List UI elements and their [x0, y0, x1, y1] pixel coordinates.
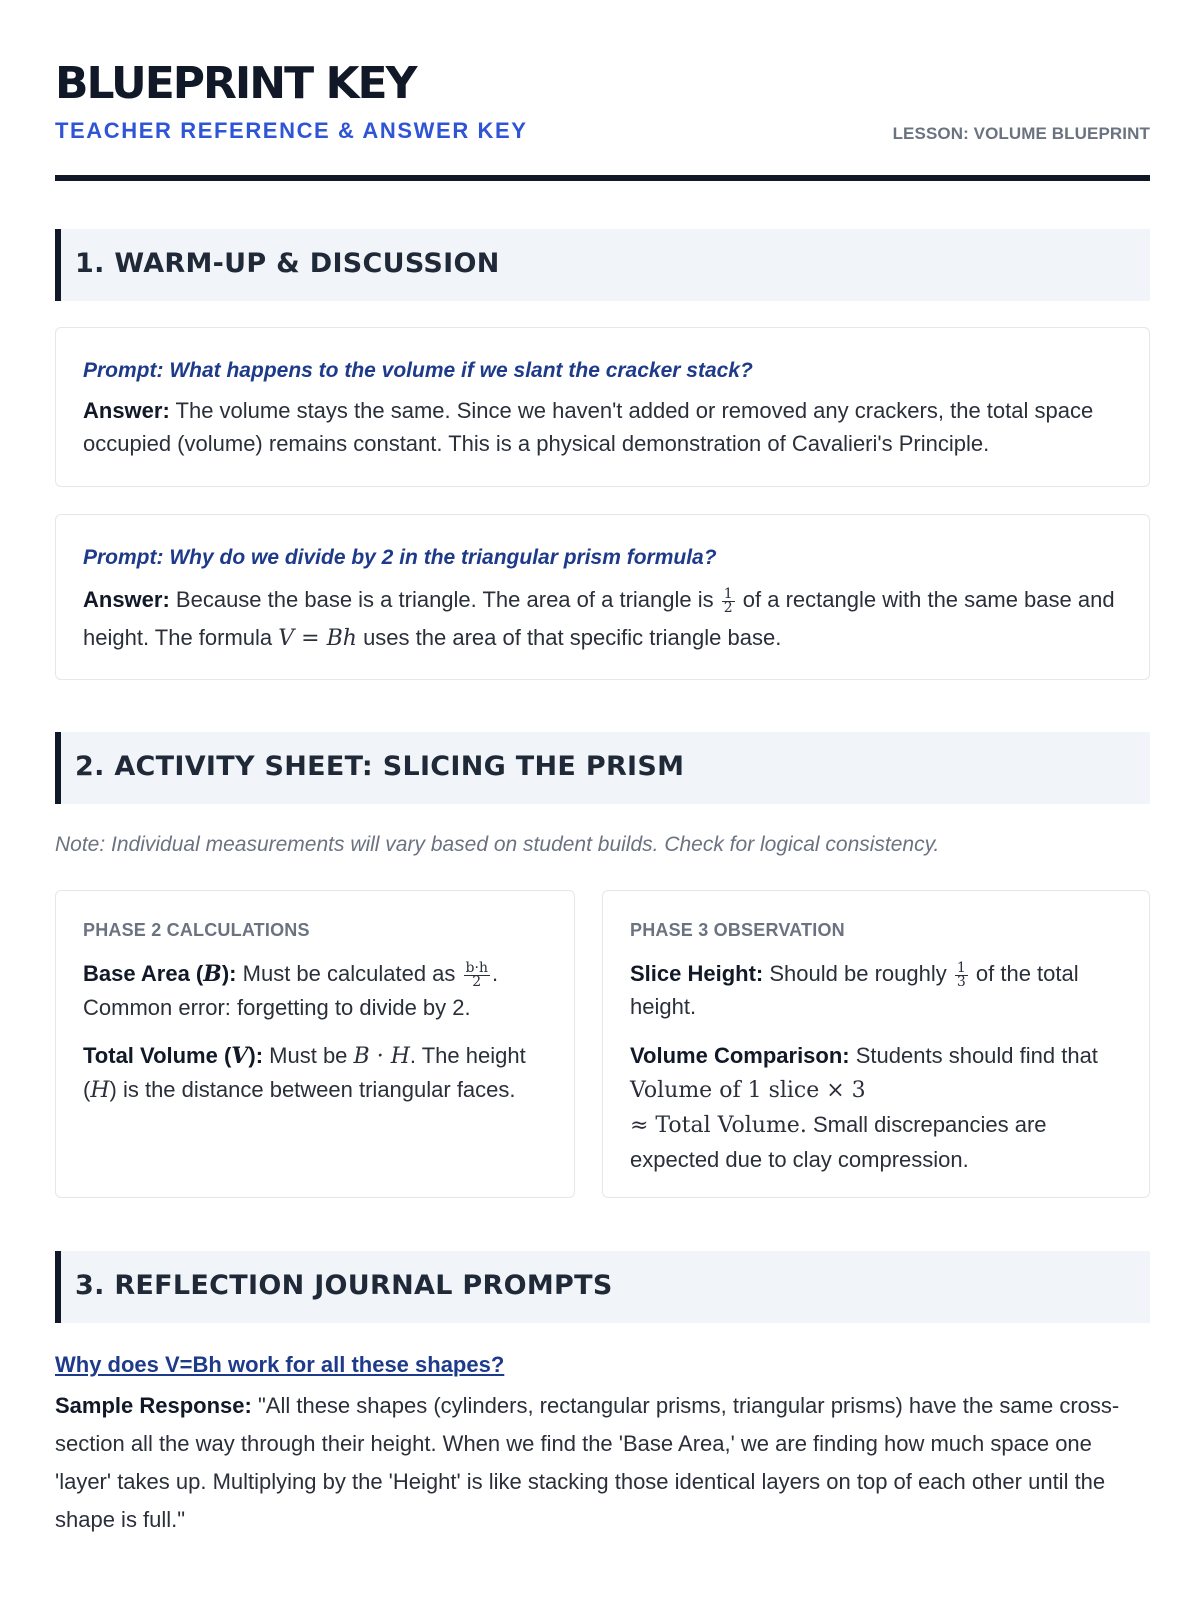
fraction-numerator: 1: [723, 585, 733, 602]
fraction-denominator: 2: [723, 599, 733, 616]
volume-comparison-body: Students should find that: [855, 1043, 1098, 1068]
page-subtitle: TEACHER REFERENCE & ANSWER KEY: [55, 118, 528, 143]
fraction-numerator: b·h: [465, 959, 488, 976]
section-2-title: 2. ACTIVITY SHEET: SLICING THE PRISM: [75, 751, 685, 782]
total-volume-formula: ≈ Total Volume.: [630, 1113, 807, 1138]
slice-height-label: Slice Height:: [630, 961, 764, 986]
phase-3-label: PHASE 3 OBSERVATION: [630, 920, 845, 940]
fraction-numerator: 1: [956, 959, 966, 976]
header-divider: [55, 175, 1150, 181]
answer-text: [83, 394, 1123, 460]
discussion-card-1: [55, 327, 1150, 487]
answer-text: [83, 581, 1123, 658]
phase-3-card: [602, 890, 1150, 1198]
base-area-body: Must be calculated as: [242, 961, 456, 986]
answer-body: Because the base is a triangle. The area of a triangle is: [175, 587, 714, 612]
phase-2-card: [55, 890, 575, 1198]
section-1-heading: [55, 229, 1150, 301]
slice-height-text: [630, 957, 1125, 1023]
volume-formula: V = Bh: [278, 626, 357, 651]
total-volume-label: Total Volume (: [83, 1043, 232, 1068]
answer-body: The volume stays the same. Since we haven't added or removed any crackers, the total space occupied (volume) remains constant. This is a physical demonstration of Cavalieri's Principle.: [83, 398, 1094, 456]
volume-comparison-label: Volume Comparison:: [630, 1043, 850, 1068]
base-symbol: B: [203, 961, 222, 987]
total-volume-text: [83, 1039, 553, 1107]
page-title: BLUEPRINT KEY: [55, 58, 416, 109]
fraction-bh-over-2: [464, 959, 490, 990]
section-3-heading: [55, 1251, 1150, 1323]
total-volume-body: Must be: [269, 1043, 348, 1068]
sample-response-body: "All these shapes (cylinders, rectangular prisms, triangular prisms) have the same cross-section all the way through their height. When we find the 'Base Area,' we are finding how much space one 'layer' takes up. Multiplying by the 'Height' is like stacking those identical layers on top of each other until the shape is full.": [55, 1393, 1120, 1532]
page-header: [55, 58, 1150, 143]
section-2-heading: [55, 732, 1150, 804]
phase-2-label: PHASE 2 CALCULATIONS: [83, 920, 310, 940]
volume-comparison-text: [630, 1039, 1125, 1177]
slice-height-body: Should be roughly: [769, 961, 947, 986]
base-area-label: Base Area (: [83, 961, 204, 986]
fraction-denominator: 3: [956, 973, 966, 990]
label-end: ):: [221, 961, 237, 986]
answer-label: Answer:: [83, 398, 170, 423]
total-volume-body: . The height (: [83, 1043, 526, 1102]
slice-height-body: of the total height.: [630, 961, 1079, 1019]
section-3-title: 3. REFLECTION JOURNAL PROMPTS: [75, 1270, 613, 1301]
journal-question-link[interactable]: Why does V=Bh work for all these shapes?: [55, 1352, 505, 1377]
activity-note: Note: Individual measurements will vary based on student builds. Check for logical consistency.: [55, 833, 940, 856]
slice-volume-formula: Volume of 1 slice × 3: [630, 1078, 866, 1103]
answer-label: Answer:: [83, 587, 170, 612]
sample-response-label: Sample Response:: [55, 1393, 252, 1418]
base-area-body: . Common error: forgetting to divide by 2.: [83, 961, 499, 1020]
lesson-label: LESSON: VOLUME BLUEPRINT: [892, 124, 1150, 143]
label-end: ):: [248, 1043, 264, 1068]
sample-response: [55, 1387, 1150, 1539]
volume-symbol: V: [231, 1043, 249, 1069]
volume-formula: B · H: [353, 1044, 410, 1069]
discussion-card-2: [55, 514, 1150, 680]
fraction-one-third: [955, 959, 968, 990]
height-symbol: H: [90, 1078, 110, 1103]
fraction-one-half: [722, 585, 735, 616]
volume-comparison-body: Small discrepancies are expected due to clay compression.: [630, 1112, 1047, 1172]
prompt-text: Prompt: What happens to the volume if we slant the cracker stack?: [83, 359, 753, 382]
answer-body: of a rectangle with the same base and height. The formula: [83, 587, 1115, 650]
base-area-text: [83, 957, 553, 1024]
section-1-title: 1. WARM-UP & DISCUSSION: [75, 248, 500, 279]
prompt-text: Prompt: Why do we divide by 2 in the triangular prism formula?: [83, 546, 717, 569]
fraction-denominator: 2: [472, 973, 482, 990]
answer-body: uses the area of that specific triangle base.: [363, 625, 782, 650]
total-volume-body: ) is the distance between triangular faces.: [109, 1077, 516, 1102]
